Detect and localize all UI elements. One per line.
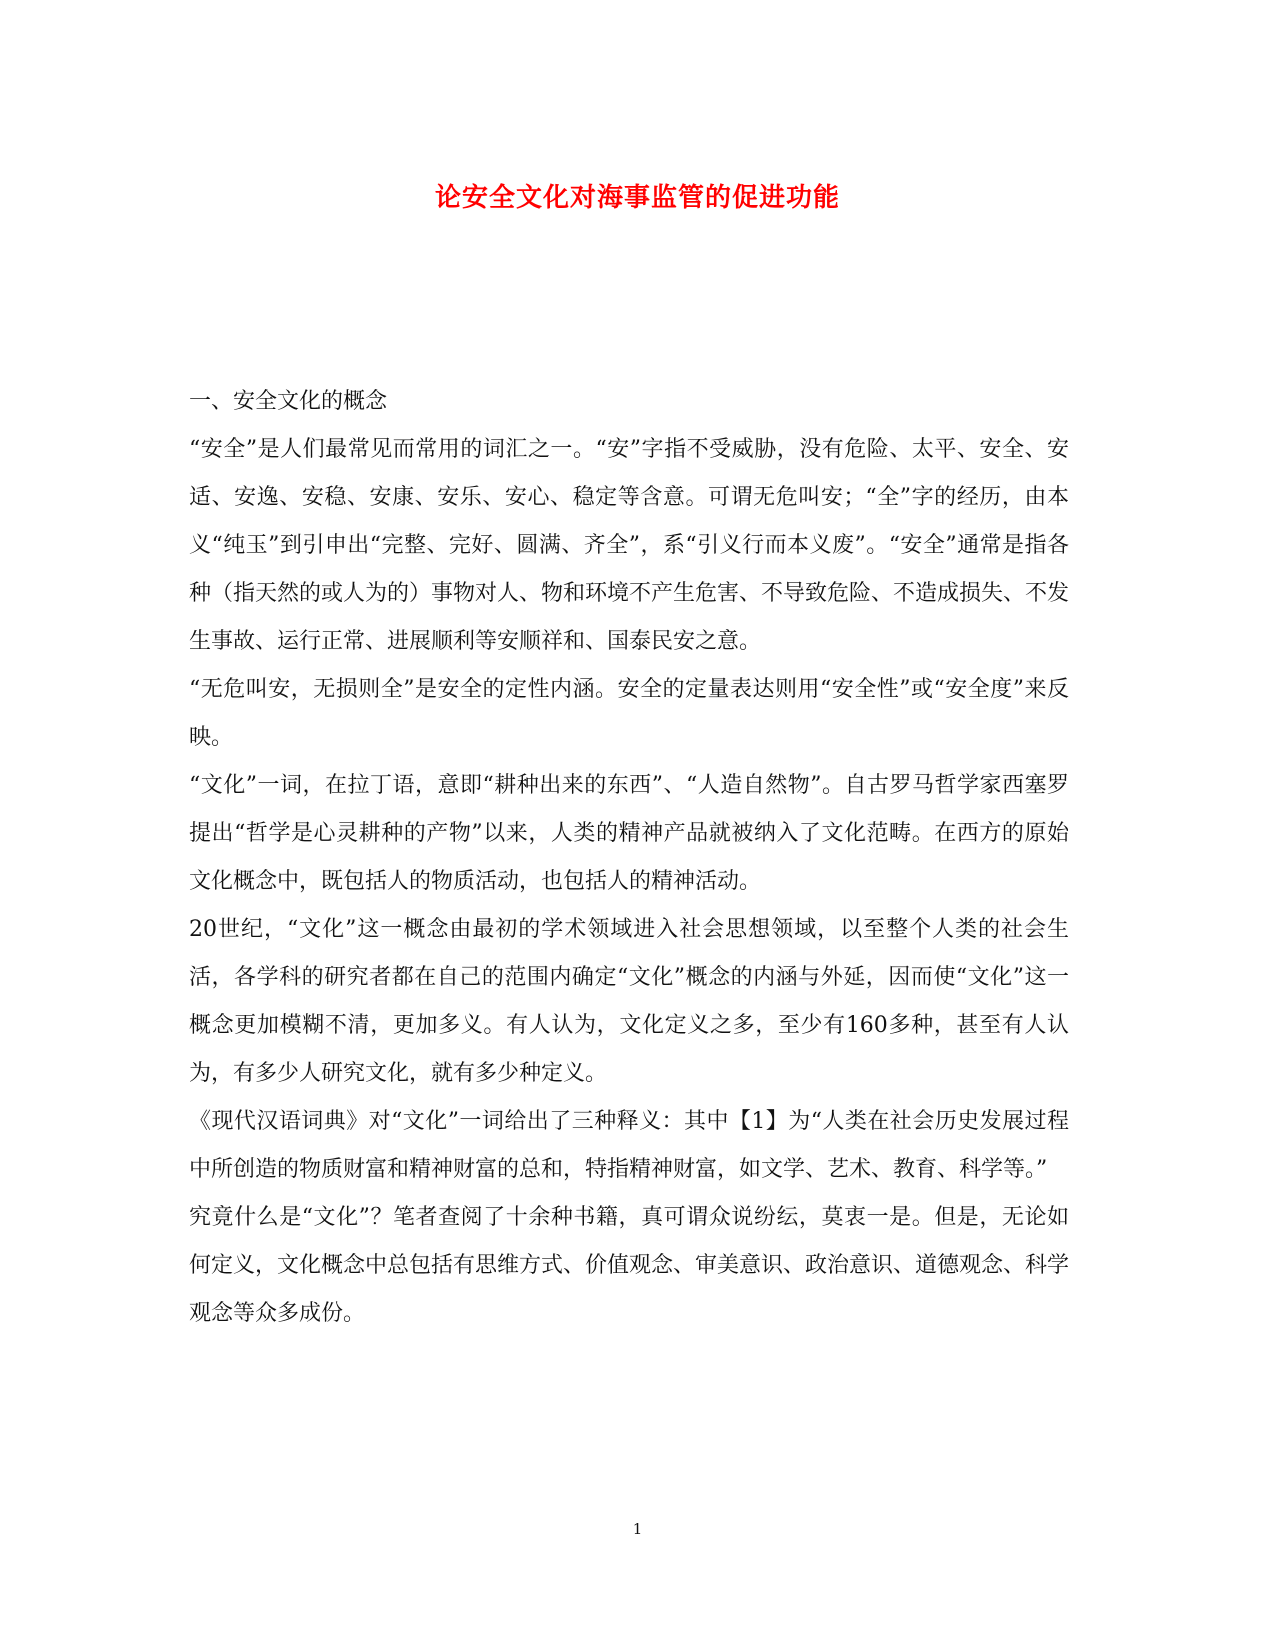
section-heading: 一、安全文化的概念 (189, 389, 388, 414)
paragraph-culture-latin: “文化”一词，在拉丁语，意即“耕种出来的东西”、“人造自然物”。自古罗马哲学家西塞罗提出“哲学是心灵耕种的产物”以来，人类的精神产品就被纳入了文化范畴。在西方的原始文化概念中，既包括人的物质活动，也包括人的精神活动。 (189, 773, 1069, 894)
page-number: 1 (632, 1520, 643, 1538)
paragraph-dictionary-definition: 《现代汉语词典》对“文化”一词给出了三种释义：其中【1】为“人类在社会历史发展过程中所创造的物质财富和精神财富的总和，特指精神财富，如文学、艺术、教育、科学等。” (189, 1109, 1069, 1182)
paragraph-safety-qualitative: “无危叫安，无损则全”是安全的定性内涵。安全的定量表达则用“安全性”或“安全度”来反映。 (189, 677, 1069, 750)
paragraph-culture-summary: 究竟什么是“文化”？笔者查阅了十余种书籍，真可谓众说纷纭，莫衷一是。但是，无论如何定义，文化概念中总包括有思维方式、价值观念、审美意识、政治意识、道德观念、科学观念等众多成份。 (189, 1205, 1070, 1326)
document-title: 论安全文化对海事监管的促进功能 (434, 183, 840, 213)
paragraph-safety-definition: “安全”是人们最常见而常用的词汇之一。“安”字指不受威胁，没有危险、太平、安全、安适、安逸、安稳、安康、安乐、安心、稳定等含意。可谓无危叫安；“全”字的经历，由本义“纯玉”到引申出“完整、完好、圆满、齐全”，系“引义行而本义废”。“安全”通常是指各种（指天然的或人为的）事物对人、物和环境不产生危害、不导致危险、不造成损失、不发生事故、运行正常、进展顺利等安顺祥和、国泰民安之意。 (189, 437, 1070, 654)
document-body (189, 378, 1069, 1338)
paragraph-culture-20th-century: 20世纪，“文化”这一概念由最初的学术领域进入社会思想领域，以至整个人类的社会生活，各学科的研究者都在自己的范围内确定“文化”概念的内涵与外延，因而使“文化”这一概念更加模糊不清，更加多义。有人认为，文化定义之多，至少有160多种，甚至有人认为，有多少人研究文化，就有多少种定义。 (189, 917, 1069, 1086)
